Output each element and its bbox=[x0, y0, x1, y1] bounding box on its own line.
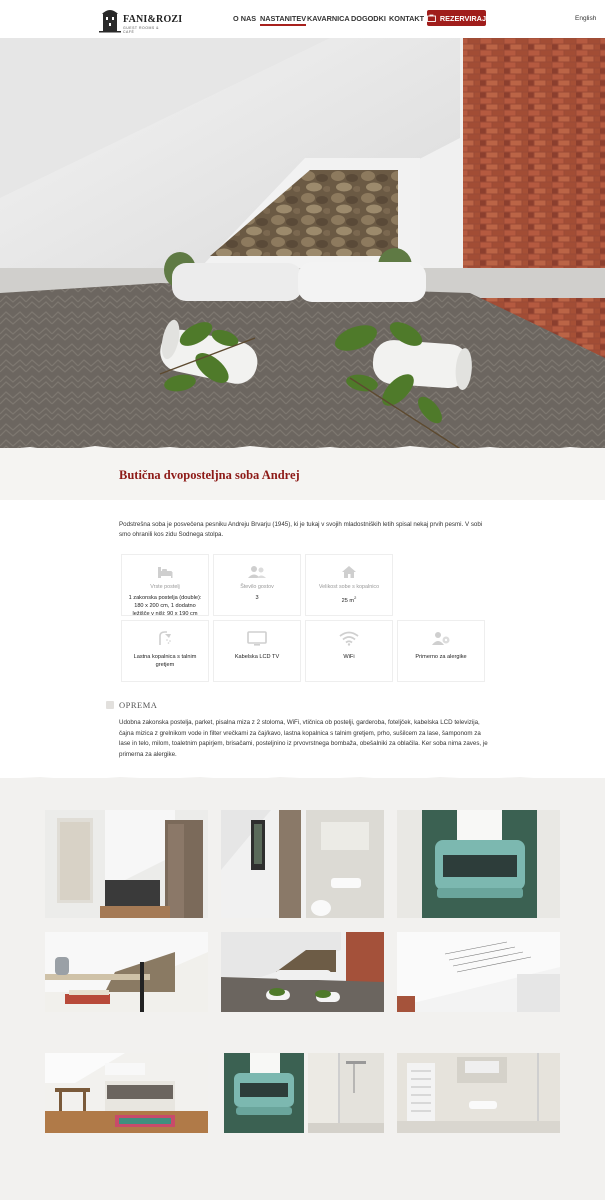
gallery-bed[interactable] bbox=[221, 932, 384, 1012]
gallery-section bbox=[0, 778, 605, 1200]
gallery-bathroom-mirror[interactable] bbox=[221, 810, 384, 918]
feature-wifi bbox=[305, 620, 393, 682]
feature-bathroom bbox=[121, 620, 209, 682]
feature-value: 1 zakonska postelja (double): 180 x 200 cm, 1 dodatno ležišče v niši: 90 x 190 cm bbox=[128, 595, 202, 617]
gallery-typewriter[interactable] bbox=[397, 810, 560, 918]
gallery-poem-wall[interactable] bbox=[397, 932, 560, 1012]
feature-tv bbox=[213, 620, 301, 682]
room-size-value: 25 m bbox=[341, 597, 355, 604]
feature-value: Kabelska LCD TV bbox=[234, 654, 280, 660]
gallery-room-wardrobe[interactable] bbox=[45, 810, 208, 918]
shower-icon bbox=[157, 630, 173, 646]
equipment-text: Udobna zakonska postelja, parket, pisalna miza z 2 stoloma, WiFi, vtičnica ob postelji, garderoba, foteljček, kabelska LCD televizija, čajna mizica z grelnikom vode in filter vrečkami za čaj/kavo, lastna kopalnica s talnim gretjem, prho, sušilcem za lase, šamponom za lase in telo, milom, toaletnim papirjem, brisačami, posteljnino iz prvovrstnega bombaža, obešalniki za oblačila. Ker soba nima zaves, je primerna za alergike. bbox=[119, 719, 488, 758]
gallery-typewriter-shower[interactable] bbox=[224, 1053, 304, 1133]
feature-value: 3 bbox=[255, 595, 259, 601]
feature-bed-types bbox=[121, 554, 209, 616]
bed-icon bbox=[157, 566, 173, 578]
nav-item-dogodki[interactable]: DOGODKI bbox=[351, 14, 386, 23]
logo[interactable] bbox=[99, 5, 183, 34]
feature-value bbox=[306, 594, 392, 605]
tv-icon bbox=[247, 631, 267, 646]
feature-label: Število gostov bbox=[240, 584, 274, 590]
room-description: Podstrešna soba je posvečena pesniku Andreju Brvarju (1945), ki je tukaj v svojih mladostniških letih spisal nekaj prvih pesmi. V sobi smo ohranili kos zidu Sodnega stolpa. bbox=[119, 521, 483, 538]
reserve-button[interactable] bbox=[427, 10, 486, 26]
nav-item-kontakt[interactable]: KONTAKT bbox=[389, 14, 425, 23]
title-band bbox=[0, 448, 605, 500]
feature-allergy bbox=[397, 620, 485, 682]
equipment-title: OPREMA bbox=[119, 700, 158, 710]
allergy-icon bbox=[431, 631, 451, 646]
feature-room-size bbox=[305, 554, 393, 616]
brand-name: FANI&ROZI bbox=[123, 14, 183, 25]
nav-item-nastanitev[interactable]: NASTANITEV bbox=[260, 14, 307, 23]
bag-icon bbox=[427, 14, 436, 22]
gallery-shower-glass[interactable] bbox=[308, 1053, 384, 1133]
site-header bbox=[0, 0, 605, 38]
room-title: Butična dvoposteljna soba Andrej bbox=[119, 468, 300, 482]
language-switch[interactable]: English bbox=[575, 15, 597, 22]
wifi-icon bbox=[339, 631, 359, 646]
gallery-tea-table[interactable] bbox=[45, 932, 208, 1012]
brand-tagline: GUEST ROOMS & CAFÉ bbox=[123, 26, 159, 34]
feature-value: Lastna kopalnica s talnim gretjem bbox=[133, 654, 197, 668]
feature-label: Vrste postelj bbox=[150, 584, 180, 590]
feature-label: Velikost sobe s kopalnico bbox=[318, 584, 380, 590]
tower-logo-icon bbox=[99, 5, 121, 33]
reserve-label: REZERVIRAJ bbox=[439, 13, 486, 23]
room-size-unit-sup: 2 bbox=[354, 595, 357, 600]
equipment-marker-icon bbox=[106, 701, 114, 709]
feature-value: Primerno za alergike bbox=[415, 654, 467, 660]
feature-value: WiFi bbox=[343, 654, 355, 660]
feature-guests bbox=[213, 554, 301, 616]
nav-item-o-nas[interactable]: O NAS bbox=[233, 14, 257, 23]
equipment-heading bbox=[106, 700, 157, 710]
guests-icon bbox=[247, 565, 267, 579]
gallery-room-overview[interactable] bbox=[45, 1053, 208, 1133]
room-features bbox=[121, 554, 485, 682]
gallery-bathroom[interactable] bbox=[397, 1053, 560, 1133]
hero-image bbox=[0, 38, 605, 458]
house-icon bbox=[341, 565, 357, 579]
nav-item-kavarnica[interactable]: KAVARNICA bbox=[307, 14, 350, 23]
